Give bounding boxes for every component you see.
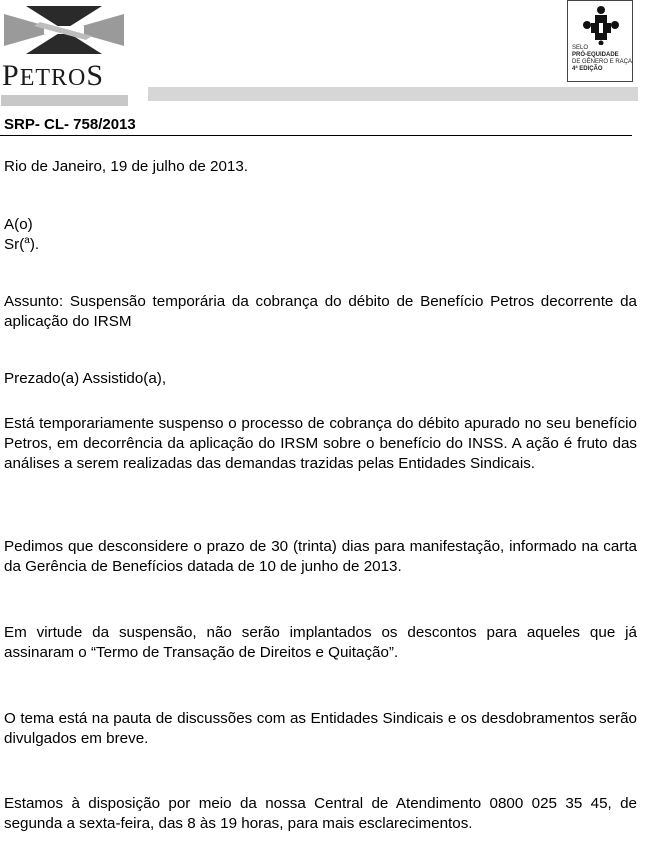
seal-emblem-icon: [574, 5, 628, 45]
logo-underbar: [1, 95, 128, 106]
logo-letters-middle: ETRO: [19, 65, 87, 91]
subject-line: Assunto: Suspensão temporária da cobrança do débito de Benefício Petros decorrente da aplicação do IRSM: [4, 293, 637, 330]
place-date: Rio de Janeiro, 19 de julho de 2013.: [4, 158, 249, 175]
header-bar: [148, 87, 638, 101]
petros-logo: [0, 4, 130, 102]
paragraph-discussions: O tema está na pauta de discussões com as Entidades Sindicais e os desdobramentos serão divulgados em breve.: [4, 710, 637, 747]
recipient-prefix: Sr(: [4, 236, 25, 253]
paragraph-deadline: Pedimos que desconsidere o prazo de 30 (trinta) dias para manifestação, informado na carta da Gerência de Benefícios datada de 10 de junho de 2013.: [4, 538, 637, 575]
recipient-suffix: ).: [29, 236, 40, 253]
logo-wordmark: [2, 59, 104, 95]
recipient-line-2: [4, 235, 637, 255]
paragraph-suspension: Está temporariamente suspenso o processo de cobrança do débito apurado no seu benefício Petros, em decorrência da aplicação do IRSM sobre o benefício do INSS. A ação é fruto das análises a serem realizadas das demandas trazidas pelas Entidades Sindicais.: [4, 415, 637, 472]
petros-x-emblem-icon: [0, 4, 130, 60]
recipient-superscript: a: [24, 234, 30, 246]
seal-caption: [572, 45, 632, 73]
seal-line-1: SELO: [572, 45, 589, 51]
paragraph-contact: Estamos à disposição por meio da nossa Central de Atendimento 0800 025 35 45, de segunda a sexta-feira, das 8 às 19 horas, para mais esclarecimentos.: [4, 795, 637, 832]
logo-letter-s: S: [86, 59, 105, 92]
document-code: SRP- CL- 758/2013: [4, 116, 136, 133]
header-rule: [0, 135, 632, 136]
logo-letter-p: P: [2, 59, 20, 92]
seal-line-3: DE GÊNERO E RAÇA: [572, 59, 633, 65]
salutation: Prezado(a) Assistido(a),: [4, 370, 167, 387]
recipient-line-1: A(o): [4, 216, 33, 233]
seal-line-4: 4ª EDIÇÃO: [572, 66, 603, 72]
pro-equidade-seal: [567, 0, 633, 82]
paragraph-discounts: Em virtude da suspensão, não serão implantados os descontos para aqueles que já assinaram o “Termo de Transação de Direitos e Quitação”.: [4, 624, 637, 661]
seal-line-2: PRÓ-EQUIDADE: [572, 52, 619, 58]
